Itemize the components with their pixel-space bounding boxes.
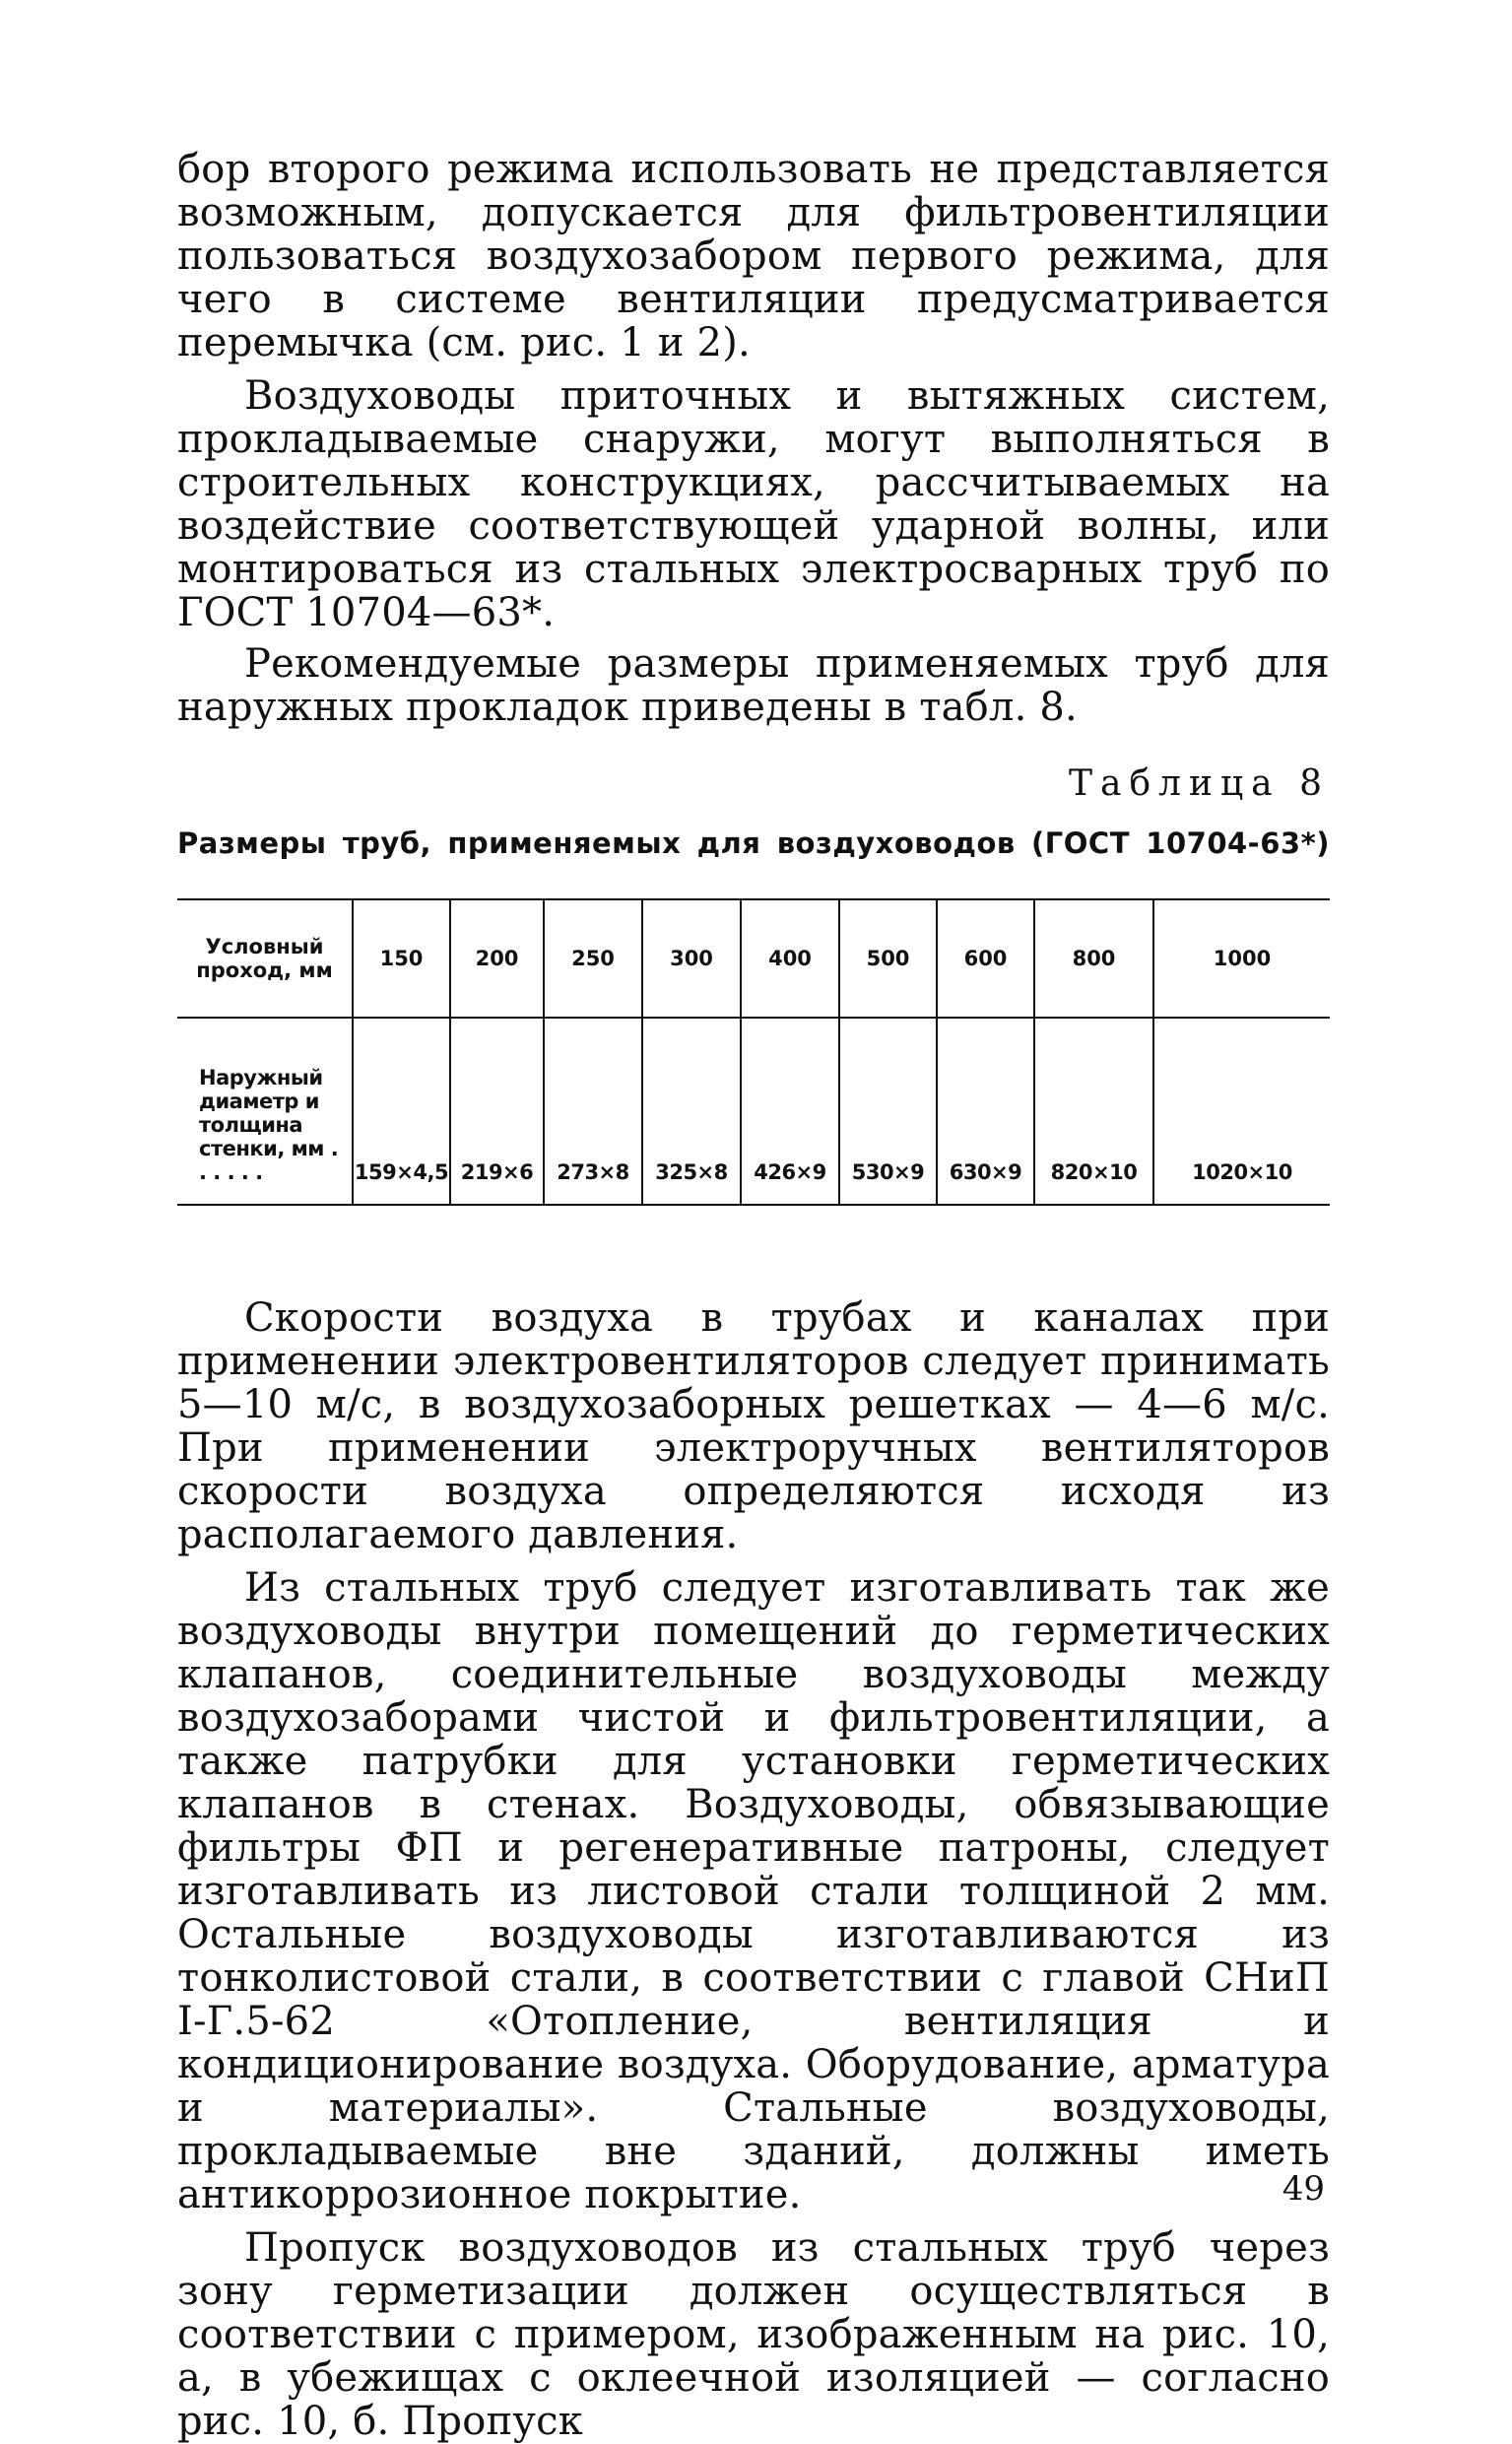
row-header-outer-diameter: Наружный диаметр и толщина стенки, мм . . . . . . bbox=[199, 1066, 339, 1184]
page-body bbox=[177, 148, 1330, 2443]
table-cell: 820×10 bbox=[1034, 1018, 1153, 1204]
paragraph-sealing-zone: Пропуск воздуховодов из стальных труб через зону герметизации должен осуществляться в соответствии с примером, изображенным на рис. 10, а, в убежищах с оклеечной изоляцией — согласно рис. 10, б. Пропуск bbox=[177, 2225, 1330, 2444]
table-cell: 219×6 bbox=[450, 1018, 544, 1204]
table-cell: 200 bbox=[450, 900, 544, 1018]
table-cell: 150 bbox=[353, 900, 450, 1018]
paragraph-steel-ducts: Из стальных труб следует изготавливать так же воздуховоды внутри помещений до герметических клапанов, соединительные воздуховоды между воздухозаборами чистой и фильтровентиляции, а также патрубки для установки герметических клапанов в стенах. Воздуховоды, обвязывающие фильтры ФП и регенеративные патроны, следует изготавливать из листовой стали толщиной 2 мм. Остальные воздуховоды изготавливаются из тонколистовой стали, в соответствии с главой СНиП I-Г.5-62 «Отопление, вентиляция и кондиционирование воздуха. Оборудование, арматура и материалы». Стальные воздуховоды, прокладываемые вне зданий, должны иметь антикоррозионное покрытие. bbox=[177, 1565, 1330, 2217]
table-cell: 273×8 bbox=[544, 1018, 642, 1204]
table-cell: 630×9 bbox=[937, 1018, 1034, 1204]
pipe-sizes-table bbox=[177, 898, 1330, 1206]
table-cell: 250 bbox=[544, 900, 642, 1018]
table-row-outer-diameter bbox=[177, 1018, 1330, 1204]
table-title: Размеры труб, применяемых для воздуховодов (ГОСТ 10704-63*) bbox=[177, 826, 1330, 860]
paragraph-intake-bypass: бор второго режима использовать не представляется возможным, допускается для фильтровентиляции пользоваться воздухозабором первого режима, для чего в системе вентиляции предусматривается перемычка (см. рис. 1 и 2). bbox=[177, 147, 1330, 365]
table-cell: 800 bbox=[1034, 900, 1153, 1018]
paragraph-duct-construction: Воздуховоды приточных и вытяжных систем, прокладываемые снаружи, могут выполняться в строительных конструкциях, рассчитываемых на воздействие соответствующей ударной волны, или монтироваться из стальных электросварных труб по ГОСТ 10704—63*. bbox=[177, 373, 1330, 635]
paragraph-recommended-sizes: Рекомендуемые размеры применяемых труб для наружных прокладок приведены в табл. 8. bbox=[177, 641, 1330, 730]
table-cell: 530×9 bbox=[839, 1018, 937, 1204]
table-cell: 400 bbox=[741, 900, 839, 1018]
table-row-nominal-bore bbox=[177, 900, 1330, 1018]
table-cell: 1000 bbox=[1153, 900, 1330, 1018]
table-cell: 159×4,5 bbox=[353, 1018, 450, 1204]
row-header-nominal-bore: Условный проход, мм bbox=[177, 900, 353, 1018]
table-cell: 426×9 bbox=[741, 1018, 839, 1204]
table-cell: 500 bbox=[839, 900, 937, 1018]
paragraph-air-velocity: Скорости воздуха в трубах и каналах при применении электровентиляторов следует принимать 5—10 м/с, в воздухозаборных решетках — 4—6 м/с. При применении электроручных вентиляторов скорости воздуха определяются исходя из располагаемого давления. bbox=[177, 1295, 1330, 1557]
table-cell: 325×8 bbox=[642, 1018, 741, 1204]
table-cell: 1020×10 bbox=[1153, 1018, 1330, 1204]
table-cell: 300 bbox=[642, 900, 741, 1018]
table-cell: 600 bbox=[937, 900, 1034, 1018]
table-label: Таблица 8 bbox=[1069, 763, 1330, 804]
page-number: 49 bbox=[1282, 2169, 1325, 2209]
